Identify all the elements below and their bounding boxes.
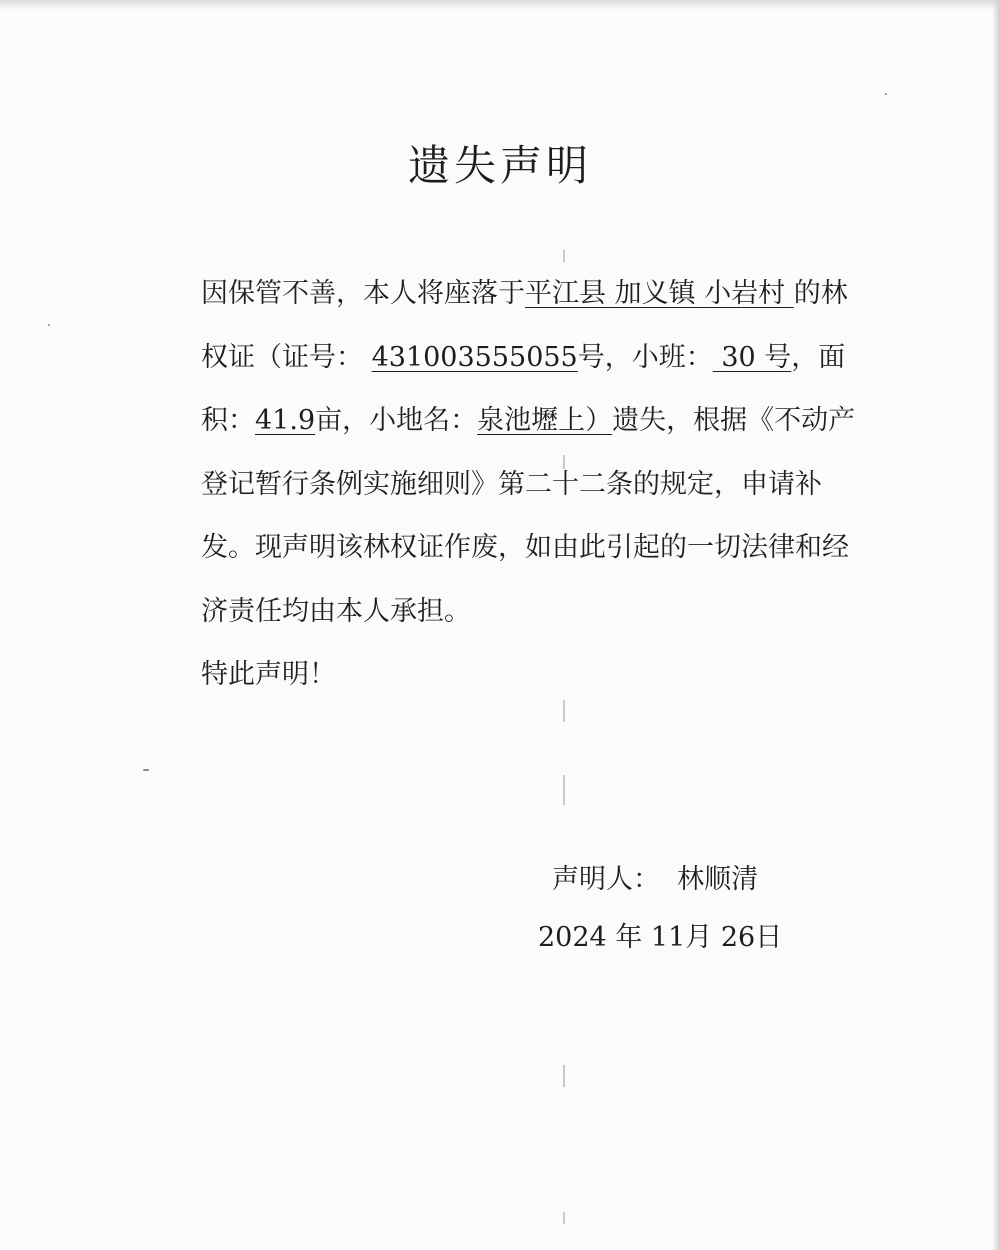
date-month: 11 bbox=[650, 922, 686, 953]
village-field: 小岩村 bbox=[704, 278, 786, 309]
month-unit: 月 bbox=[685, 922, 713, 953]
county-field: 平江县 bbox=[525, 278, 606, 309]
certificate-number-field: 431003555055 bbox=[371, 341, 578, 373]
body-text-segment: 的 bbox=[793, 278, 821, 309]
fold-mark bbox=[563, 1065, 565, 1087]
day-unit: 日 bbox=[755, 922, 783, 953]
date-year: 2024 bbox=[538, 922, 607, 953]
body-text-segment: 号，小班： bbox=[577, 341, 713, 373]
body-text-segment: 因保管不善，本人将座落于 bbox=[201, 278, 525, 309]
signature-date bbox=[538, 915, 782, 954]
place-name-field: 泉池壢上） bbox=[477, 405, 613, 436]
scan-speck bbox=[885, 93, 887, 95]
page-title: 遗失声明 bbox=[407, 141, 592, 190]
declaration-paragraph bbox=[172, 262, 872, 643]
body-text-segment: 亩，小地名： bbox=[315, 405, 478, 436]
body-text-segment: 遗失，根据《不动产登记暂行条例实施细则》第二十二条的规定，申请补发。现声明该林权证作废，如由此引起的一切法律和经济责任均由本人承担。 bbox=[201, 405, 856, 627]
body-text-segment: ，面积： bbox=[201, 341, 846, 436]
area-field: 41.9 bbox=[255, 405, 316, 436]
town-field: 加义镇 bbox=[614, 278, 696, 309]
body-text-segment: 林权证（证号： bbox=[201, 278, 848, 373]
subplot-field: 30 号 bbox=[721, 341, 792, 373]
scan-speck bbox=[143, 769, 149, 771]
year-unit: 年 bbox=[615, 922, 643, 953]
fold-mark bbox=[563, 250, 565, 262]
date-day: 26 bbox=[720, 922, 756, 953]
signer-name: 林顺清 bbox=[677, 864, 759, 895]
closing-statement: 特此声明！ bbox=[201, 659, 336, 690]
declaration-body bbox=[172, 262, 872, 707]
fold-mark bbox=[563, 1212, 565, 1224]
signer-label: 声明人： bbox=[552, 864, 660, 895]
fold-mark bbox=[563, 775, 565, 805]
scan-edge-top bbox=[0, 0, 1000, 10]
scan-speck bbox=[48, 324, 50, 326]
signature-line bbox=[552, 857, 758, 896]
